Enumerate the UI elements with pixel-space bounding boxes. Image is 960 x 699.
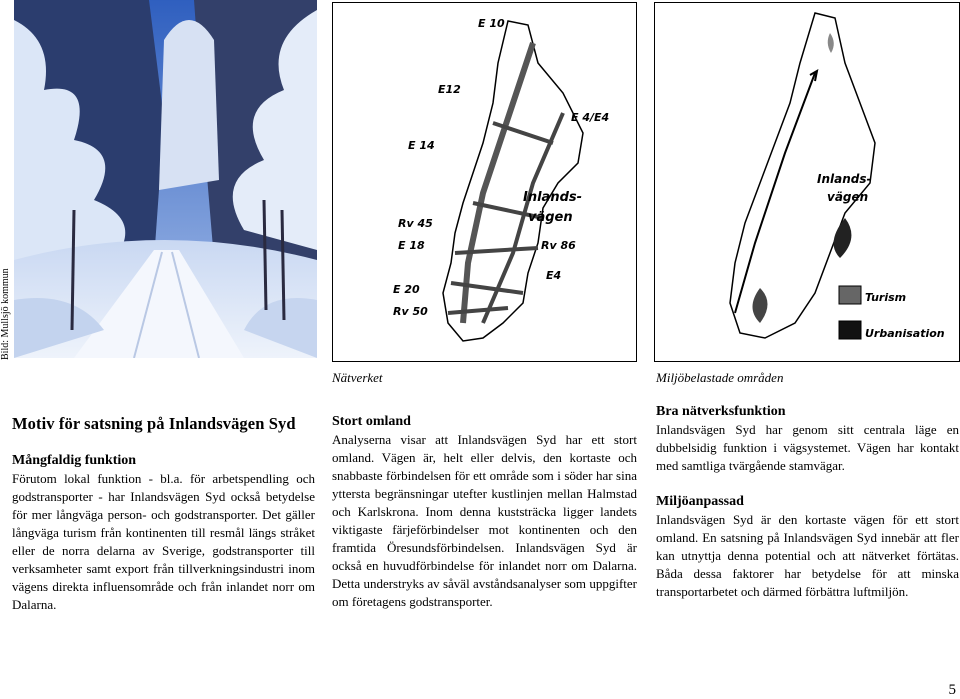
winter-road-photo xyxy=(14,0,317,358)
column-2 xyxy=(332,413,637,611)
map2-label-2: Turism xyxy=(865,291,907,304)
map1-label-10: Rv 86 xyxy=(541,239,576,252)
map1-label-8: Inlands- xyxy=(523,190,583,205)
heading-large-hinterland: Stort omland xyxy=(332,414,411,429)
map2-caption: Miljöbelastade områden xyxy=(656,370,784,385)
environment-map xyxy=(654,2,960,362)
network-map xyxy=(332,2,637,362)
column-3 xyxy=(656,403,959,601)
map1-label-0: E 10 xyxy=(478,17,505,30)
map1-label-5: E 20 xyxy=(393,283,420,296)
col2-body: Analyserna visar att Inlandsvägen Syd har ett stort omland. Vägen är, helt eller delvis, den kortaste och snabbaste förbindelsen för ett område som i söder har sina yttersta begränsningar utefter kustlinjen mellan Halmstad och Karlskrona. Inom denna kuststräcka ligger landets viktigaste färjeförbindelser mot kontinenten och den framtida Öresundsförbindelsen. Inlandsvägen Syd är också en huvudförbindelse för inlandet norr om Dalarna. Detta understryks av såväl avståndsanalyser som uppgifter om företagens godstransporter. xyxy=(332,432,637,609)
photo-credit-text: Bild: Mullsjö kommun xyxy=(0,268,11,360)
map2-label-3: Urbanisation xyxy=(865,327,945,340)
map1-label-1: E12 xyxy=(438,83,461,96)
col3-body-2: Inlandsvägen Syd är den kortaste vägen för ett stort omland. En satsning på Inlandsvägen Syd innebär att fler kan utnyttja denna potential och att nätverket förtätas. Båda dessa faktorer har betydelse för att minska transportarbetet och därmed förbättra luftmiljön. xyxy=(656,512,959,599)
col3-body-1: Inlandsvägen Syd har genom sitt centrala läge en dubbelsidig funktion i vägsystemet. Vägen har kontakt med samtliga tvärgående stamvägar. xyxy=(656,422,959,473)
map2-label-0: Inlands- xyxy=(817,172,872,186)
page-number: 5 xyxy=(948,682,956,698)
map1-label-4: E 18 xyxy=(398,239,425,252)
photo-credit xyxy=(0,268,12,368)
column-1 xyxy=(12,452,315,614)
col1-body: Förutom lokal funktion - bl.a. för arbetspendling och godstransporter - har Inlandsvägen Syd också betydelse för mer långväga person- och godstransporter. Det gäller långväga turism från kontinenten till resmål längs stråket eller de norra delarna av Sverige, godstransporter till verksamheter samt export från tillverkningsindustri inom vägens direkta influensområde och från inlandet norr om Dalarna. xyxy=(12,471,315,612)
page-title: Motiv för satsning på Inlandsvägen Syd xyxy=(12,414,296,433)
map1-label-6: Rv 50 xyxy=(393,305,428,318)
map1-label-11: E4 xyxy=(546,269,562,282)
map2-label-1: vägen xyxy=(827,190,869,204)
map1-label-9: vägen xyxy=(528,210,573,225)
map1-label-3: Rv 45 xyxy=(398,217,433,230)
map1-label-2: E 14 xyxy=(408,139,435,152)
heading-environment: Miljöanpassad xyxy=(656,494,744,509)
map1-label-7: E 4/E4 xyxy=(571,111,610,124)
map1-caption: Nätverket xyxy=(332,370,383,385)
heading-multi-function: Mångfaldig funktion xyxy=(12,453,137,468)
heading-network-function: Bra nätverksfunktion xyxy=(656,404,786,419)
